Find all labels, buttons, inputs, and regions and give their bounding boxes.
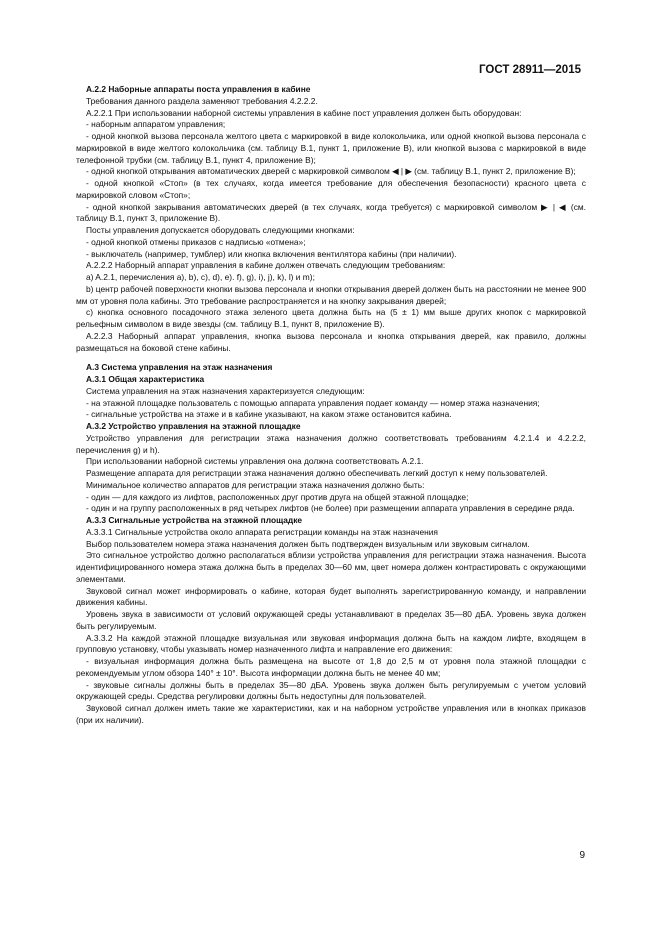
list-item: - одной кнопкой вызова персонала желтого цвета с маркировкой в виде колокольчика, или одной кнопкой вызова персонала с маркировкой в виде желтого колокольчика (см. таблицу В.1, пункт 1, приложение В), или кнопкой вызова с маркировкой в виде телефонной трубки (см. таблицу В.1, пункт 4, приложение В); — [76, 131, 586, 165]
document-body — [76, 84, 586, 727]
paragraph: A.2.2.3 Наборный аппарат управления, кнопка вызова персонала и кнопка открывания дверей, как правило, должны размещаться на боковой стене кабины. — [76, 330, 586, 353]
paragraph: Выбор пользователем номера этажа назначения должен быть подтвержден визуальным или звуковым сигналом. — [86, 538, 530, 549]
list-item: - одной кнопкой отмены приказов с надписью «отмена»; — [86, 236, 306, 247]
list-item: - одной кнопкой открывания автоматических дверей с маркировкой символом ◀ | ▶ (см. таблицу В.1, пункт 2, приложение В); — [86, 166, 576, 177]
spacer — [76, 354, 586, 362]
list-item: - выключатель (например, тумблер) или кнопка включения вентилятора кабины (при наличии). — [86, 248, 457, 259]
section-heading-a33: A.3.3 Сигнальные устройства на этажной площадке — [86, 515, 303, 525]
paragraph: При использовании наборной системы управления она должна соответствовать A.2.1. — [86, 456, 424, 467]
list-item: - визуальная информация должна быть размещена на высоте от 1,8 до 2,5 м от уровня пола этажной площадки с рекомендуемым углом обзора 140° ± 10°. Высота информации должна быть не менее 40 мм; — [76, 656, 586, 678]
paragraph: Посты управления допускается оборудовать следующими кнопками: — [86, 225, 355, 235]
section-heading-a22: A.2.2 Наборные аппараты поста управления в кабине — [86, 84, 311, 94]
list-item: - одной кнопкой закрывания автоматических дверей (в тех случаях, когда требуется) с маркировкой символом ▶ | ◀ (см. таблицу В.1, пункт 3, приложение В). — [76, 201, 586, 224]
paragraph: A.3.3.2 На каждой этажной площадке визуальная или звуковая информация должна быть на каждом лифте, входящем в групповую установку, чтобы указывать номер назначенного лифта и направление его движения: — [76, 632, 586, 655]
paragraph: Звуковой сигнал может информировать о кабине, которая будет выполнять зарегистрированную команду, и направлении движения кабины. — [76, 585, 586, 608]
list-item: - сигнальные устройства на этаже и в кабине указывают, на каком этаже остановится кабина. — [86, 409, 452, 420]
paragraph: Система управления на этаж назначения характеризуется следующим: — [86, 385, 365, 396]
list-item: - наборным аппаратом управления; — [86, 119, 226, 130]
list-item: c) кнопка основного посадочного этажа зеленого цвета должна быть на (5 ± 1) мм выше других кнопок с маркировкой рельефным символом в виде звезды (см. таблицу В.1, пункт 8, приложение В). — [76, 307, 586, 329]
list-item: - один — для каждого из лифтов, расположенных друг против друга на общей этажной площадке; — [86, 491, 469, 502]
list-item: - на этажной площадке пользователь с помощью аппарата управления подает команду — номер этажа назначения; — [86, 397, 540, 408]
paragraph: Минимальное количество аппаратов для регистрации этажа назначения должно быть: — [86, 479, 425, 490]
paragraph: Это сигнальное устройство должно располагаться вблизи устройства управления для регистрации этажа назначения. Высота идентифицированного номера этажа должна быть в пределах 30—60 мм, цвет номера должен контрастировать с окружающими элементами. — [76, 550, 586, 584]
list-item: - звуковые сигналы должны быть в пределах 35—80 дБА. Уровень звука должен быть регулируемым с учетом условий окружающей среды. Средства регулировки должны быть недоступны для пользователей. — [76, 679, 586, 702]
section-heading-a3: A.3 Система управления на этаж назначения — [86, 362, 273, 373]
paragraph: Размещение аппарата для регистрации этажа назначения должно обеспечивать легкий доступ к нему пользователей. — [86, 468, 548, 478]
page-number: 9 — [579, 850, 585, 861]
paragraph: A.2.2.2 Наборный аппарат управления в кабине должен отвечать следующим требованиям: — [86, 260, 446, 271]
list-item: - один и на группу расположенных в ряд четырех лифтов (не более) при размещении аппарата управления в середине ряда. — [86, 503, 575, 514]
paragraph: Уровень звука в зависимости от условий окружающей среды устанавливают в пределах 35—80 дБА. Уровень звука должен быть регулируемым. — [76, 609, 586, 631]
list-item: b) центр рабочей поверхности кнопки вызова персонала и кнопки открывания дверей должен быть на расстоянии не менее 900 мм от уровня пола кабины. Это требование распространяется и на кнопку закрывания дверей; — [76, 283, 586, 306]
section-heading-a31: A.3.1 Общая характеристика — [86, 374, 205, 384]
paragraph: Требования данного раздела заменяют требования 4.2.2.2. — [86, 95, 318, 106]
document-code-header: ГОСТ 28911—2015 — [479, 64, 581, 76]
paragraph: Звуковой сигнал должен иметь такие же характеристики, как и на наборном устройстве управления или в кнопках приказов (при их наличии). — [76, 703, 586, 725]
paragraph: Устройство управления для регистрации этажа назначения должно соответствовать требованиям 4.2.1.4 и 4.2.2.2, перечисления g) и h). — [76, 432, 586, 455]
list-item: a) A.2.1, перечисления a), b), c), d), e). f), g), i), j), k), l) и m); — [86, 272, 315, 282]
section-heading-a32: A.3.2 Устройство управления на этажной площадке — [86, 421, 301, 431]
paragraph: A.3.3.1 Сигнальные устройства около аппарата регистрации команды на этаж назначения — [86, 526, 438, 537]
paragraph: A.2.2.1 При использовании наборной системы управления в кабине пост управления должен быть оборудован: — [86, 107, 522, 118]
list-item: - одной кнопкой «Стоп» (в тех случаях, когда имеется требование для обеспечения безопасности) красного цвета с маркировкой словом «Стоп»; — [76, 178, 586, 200]
